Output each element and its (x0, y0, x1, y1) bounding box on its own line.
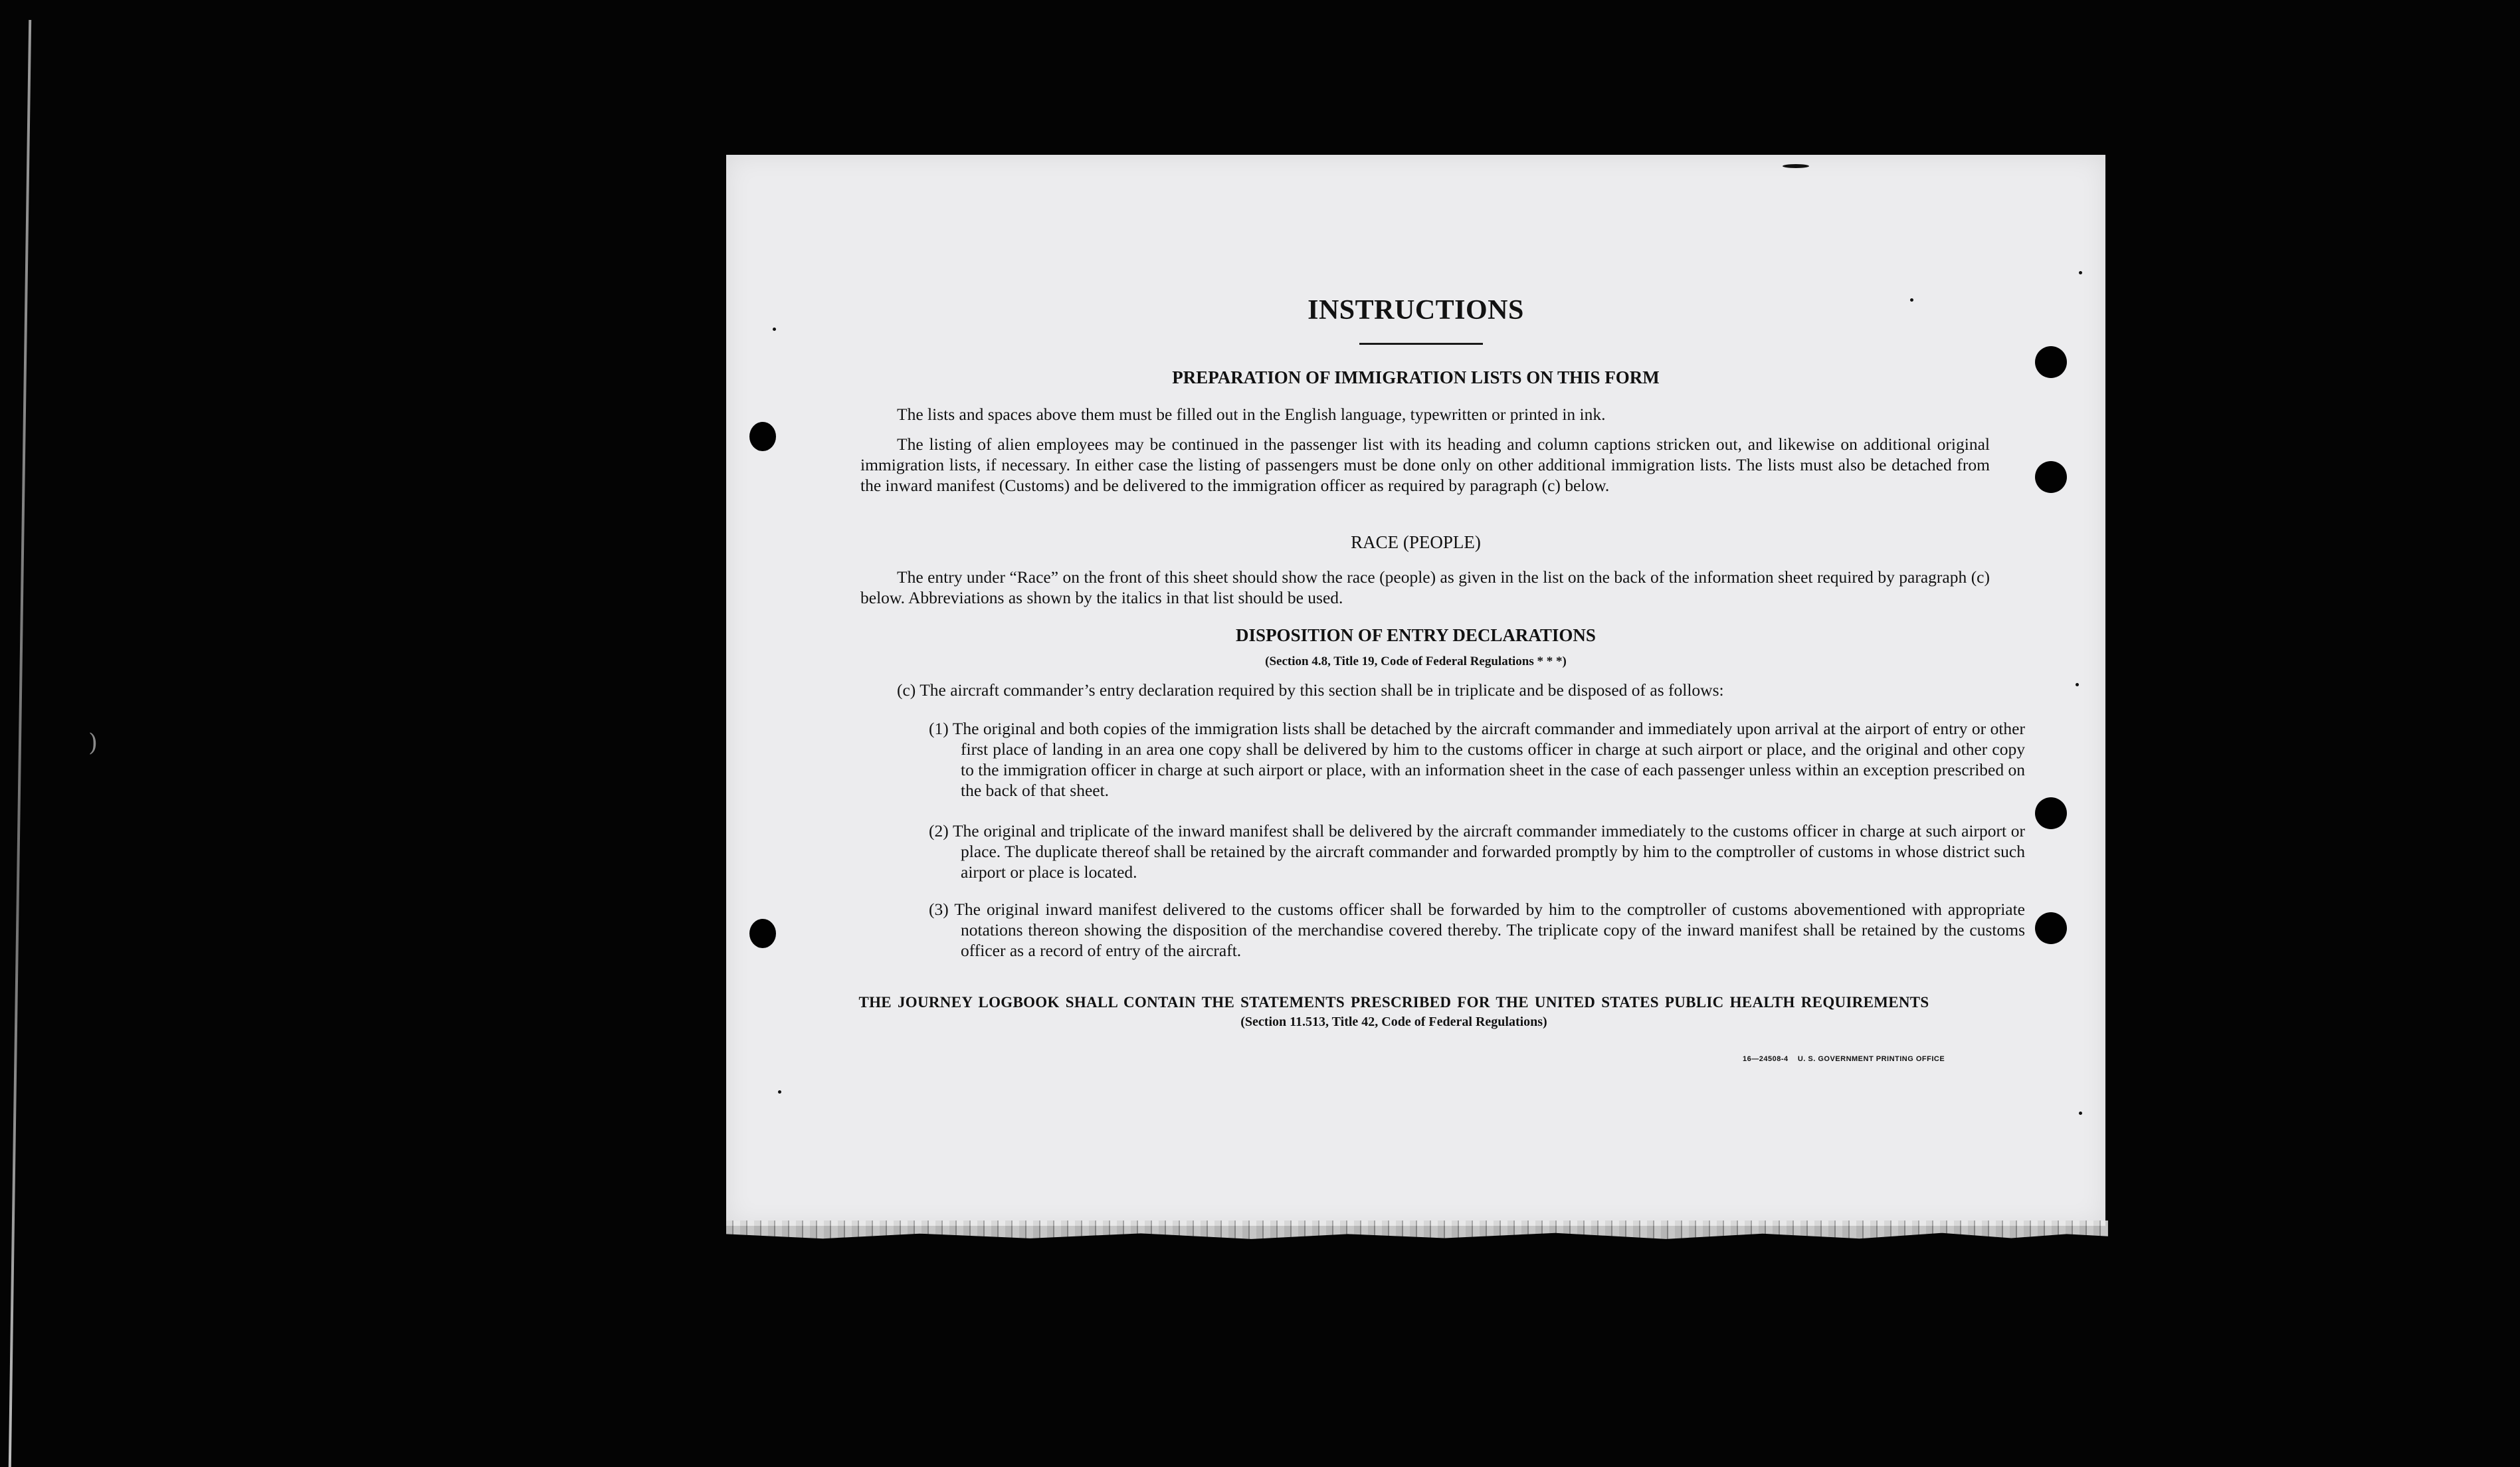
paragraph-english-language: The lists and spaces above them must be filled out in the English language, typewritten or printed in ink. (897, 405, 1606, 424)
film-edge-line (9, 20, 31, 1467)
section-heading-race: RACE (PEOPLE) (1351, 532, 1481, 552)
section-citation-title-19: (Section 4.8, Title 19, Code of Federal Regulations * * *) (1265, 654, 1567, 668)
speck (2079, 1112, 2082, 1115)
paragraph-c-lead: (c) The aircraft commander’s entry declaration required by this section shall be in triplicate and be disposed of as follows: (897, 680, 1724, 700)
punch-hole (749, 919, 776, 948)
section-heading-disposition: DISPOSITION OF ENTRY DECLARATIONS (1236, 625, 1596, 645)
punch-hole (749, 422, 776, 451)
list-item-1: (1) The original and both copies of the immigration lists shall be detached by the aircraft commander and immediately upon arrival at the airport of entry or other first place of landing in an area one copy shall be delivered by him to the customs officer in charge at such airport or place, and the original and other copy to the immigration officer in charge at such airport or place, with an information sheet in the case of each passenger unless within an exception prescribed on the back of that sheet. (929, 719, 2025, 800)
printer-code: 16—24508-4 (1743, 1055, 1789, 1063)
speck (2079, 271, 2082, 274)
speck (773, 328, 776, 331)
torn-bottom-edge (726, 1221, 2108, 1243)
paragraph-alien-employees: The listing of alien employees may be continued in the passenger list with its heading and column captions stricken out, and likewise on additional original immigration lists, if necessary. In either case the listing of passengers must be done only on other additional immigration lists. The lists must also be detached from the inward manifest (Customs) and be delivered to the immigration officer as required by paragraph (c) below. (860, 435, 1990, 495)
list-item-2: (2) The original and triplicate of the inward manifest shall be delivered by the aircraft commander immediately to the customs officer in charge at such airport or place. The duplicate thereof shall be retained by the aircraft commander and forwarded promptly by him to the comptroller of customs in whose district such airport or place is located. (929, 821, 2025, 882)
footer-citation-title-42: (Section 11.513, Title 42, Code of Federal Regulations) (1240, 1015, 1547, 1029)
film-edge-mark: ) (88, 730, 98, 757)
document-page (726, 155, 2105, 1226)
list-item-3: (3) The original inward manifest delivered to the customs officer shall be forwarded by him to the comptroller of customs abovementioned with appropriate notations thereon showing the disposition of the merchandise covered thereby. The triplicate copy of the inward manifest shall be retained by the customs officer as a record of entry of the aircraft. (929, 900, 2025, 960)
speck (778, 1090, 781, 1094)
section-heading-preparation: PREPARATION OF IMMIGRATION LISTS ON THIS FORM (1172, 367, 1660, 387)
footer-logbook-notice: THE JOURNEY LOGBOOK SHALL CONTAIN THE STATEMENTS PRESCRIBED FOR THE UNITED STATES PUBLIC HEALTH REQUIREMENTS (858, 994, 1929, 1011)
title-underline (1359, 343, 1483, 345)
punch-hole (2035, 461, 2067, 493)
printer-name: U. S. GOVERNMENT PRINTING OFFICE (1797, 1055, 1945, 1063)
punch-hole (2035, 912, 2067, 944)
speck (1783, 164, 1809, 168)
speck (2076, 683, 2079, 686)
printer-imprint (1743, 1055, 1945, 1063)
paragraph-race-entry: The entry under “Race” on the front of this sheet should show the race (people) as given in the list on the back of the information sheet required by paragraph (c) below. Abbreviations as shown by the italics in that list should be used. (860, 567, 1990, 607)
punch-hole (2035, 797, 2067, 829)
page-title: INSTRUCTIONS (1308, 295, 1524, 326)
